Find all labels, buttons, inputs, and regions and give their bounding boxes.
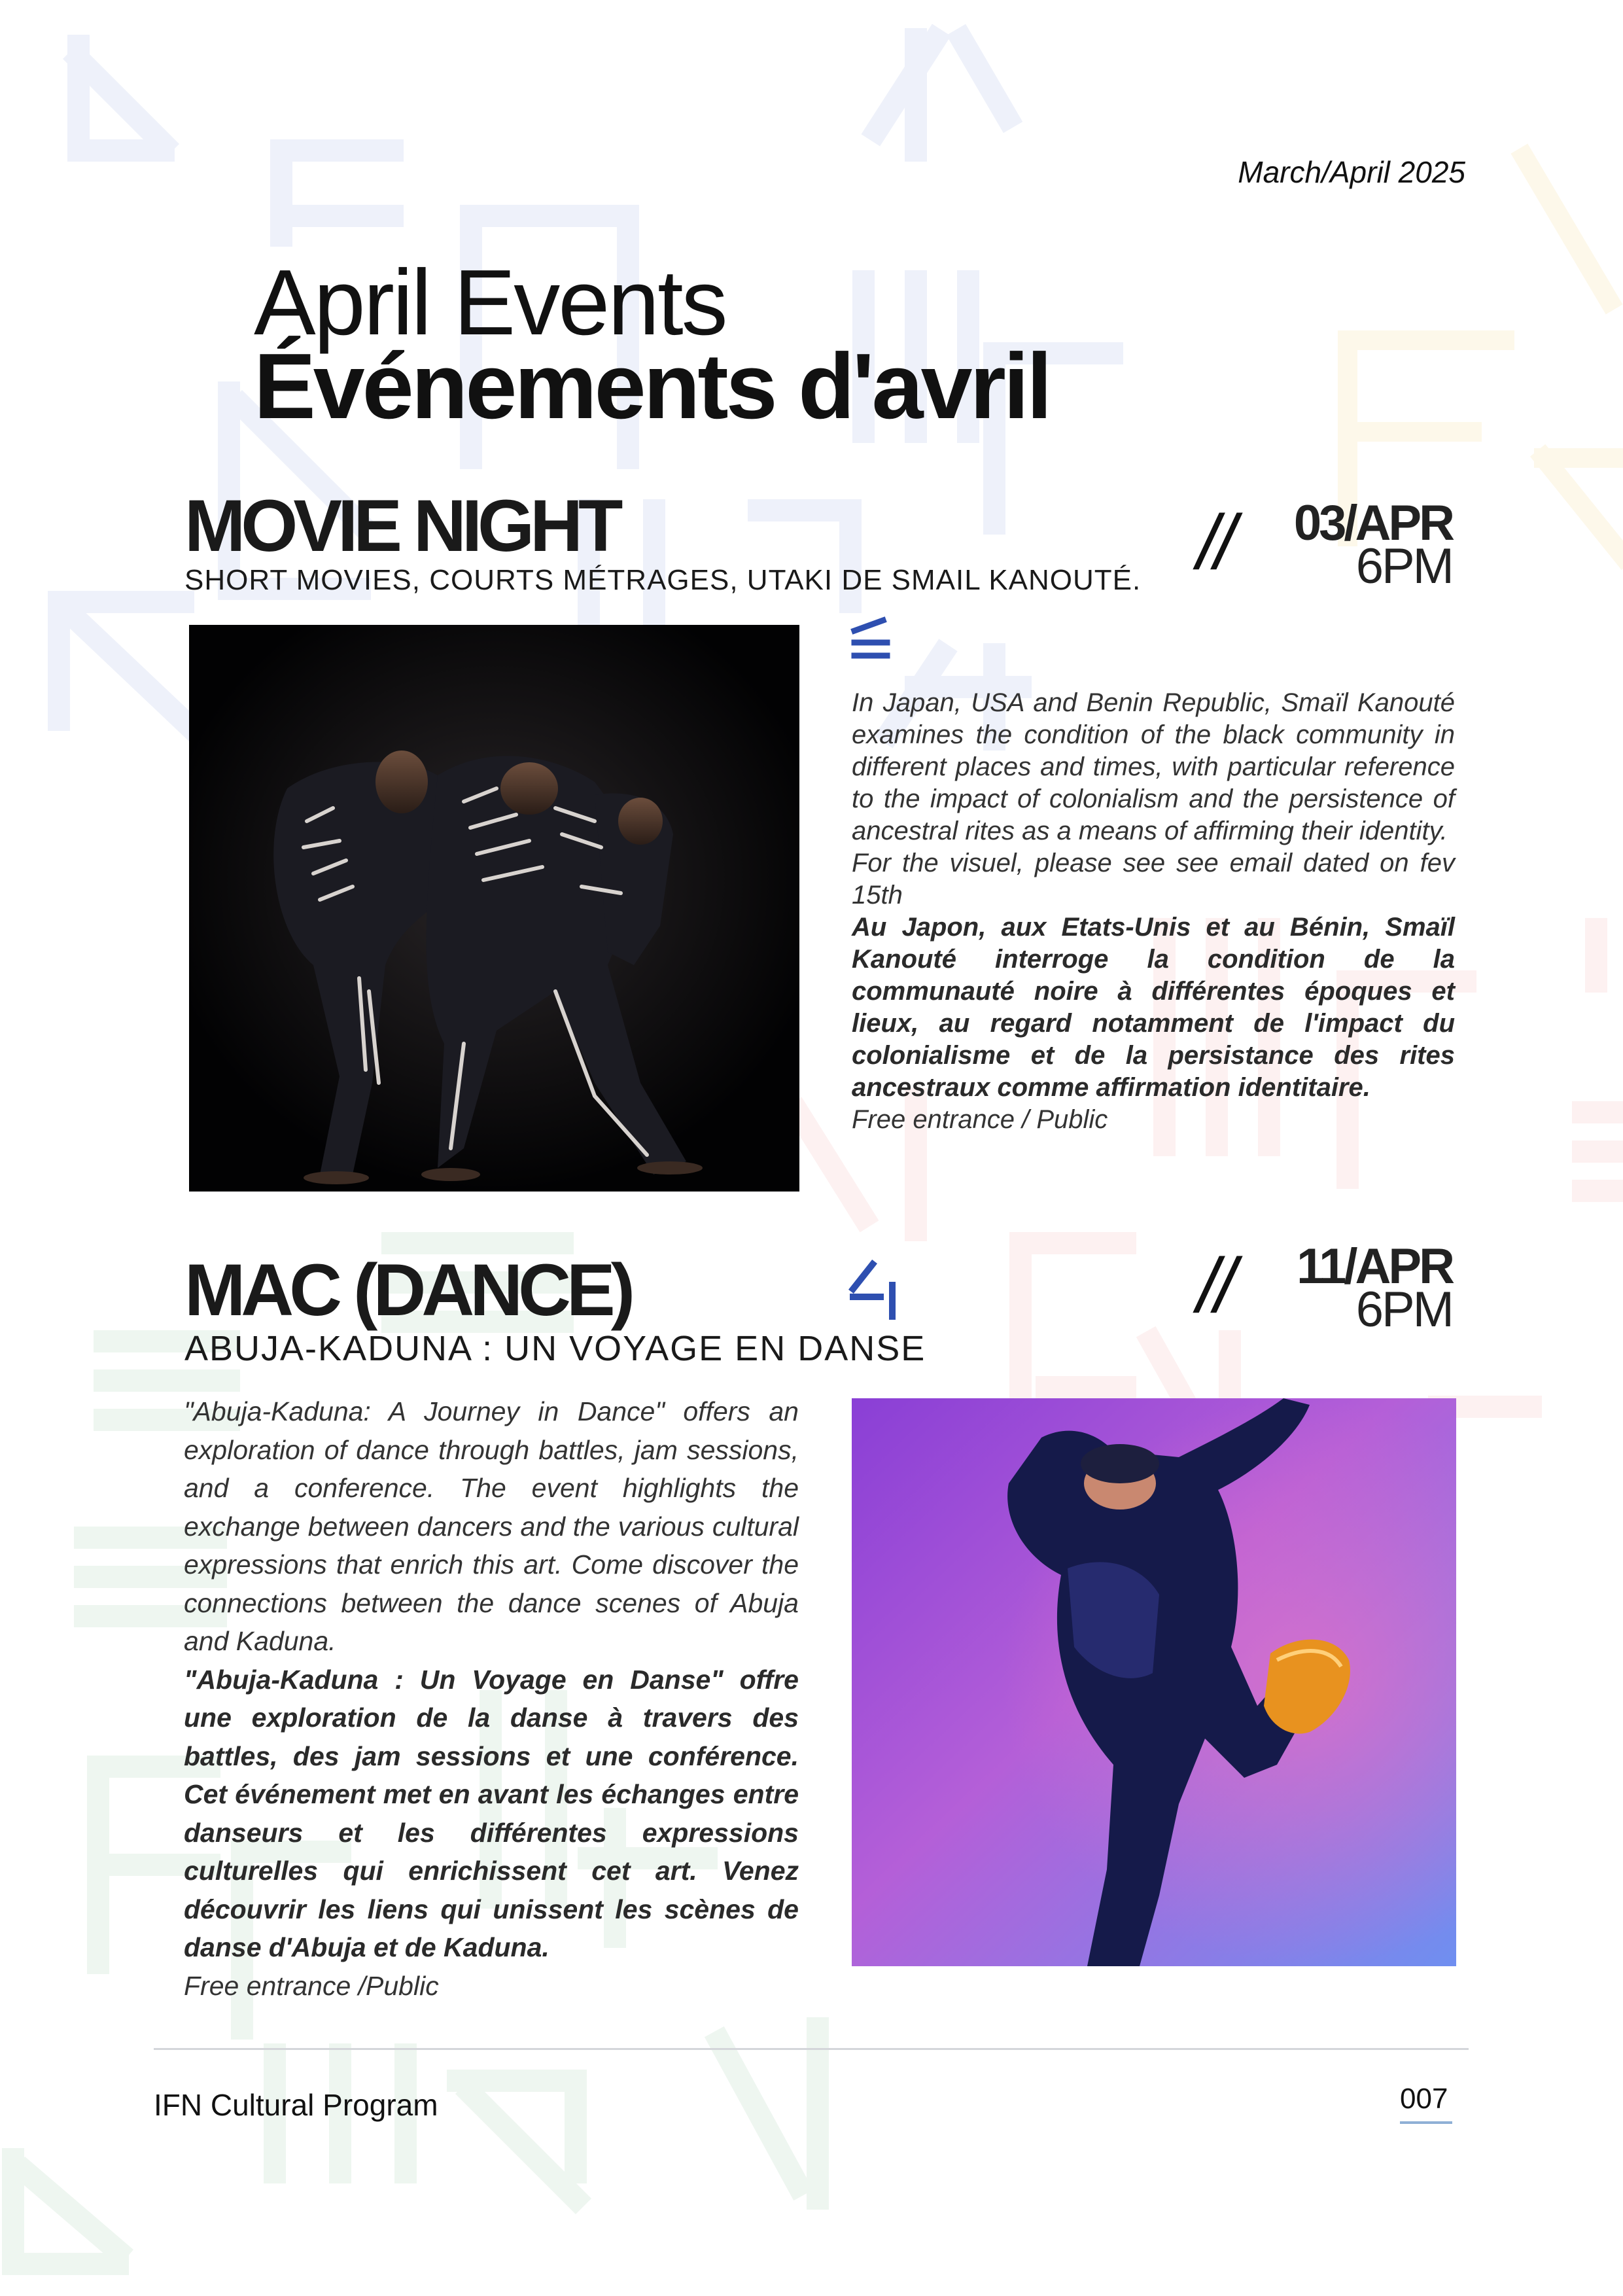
page-number-underline	[1400, 2121, 1452, 2124]
event-date: 11/APR	[1297, 1239, 1452, 1294]
page-title-french: Événements d'avril	[254, 334, 1050, 438]
event-title: MOVIE NIGHT	[184, 485, 619, 567]
footer-program-name: IFN Cultural Program	[154, 2088, 438, 2122]
event-description	[184, 1392, 799, 2005]
issue-date: March/April 2025	[1238, 155, 1465, 189]
accent-mark-icon	[849, 616, 901, 669]
event-description	[852, 687, 1455, 1136]
description-english: In Japan, USA and Benin Republic, Smaïl Kanouté examines the condition of the black community in different places and times, with particular reference to the impact of colonialism and the persistence of ancestral rites as a means of affirming their identity.	[852, 688, 1455, 845]
event-time: 6PM	[1355, 1282, 1452, 1337]
date-separator: //	[1197, 1243, 1232, 1329]
description-english: "Abuja-Kaduna: A Journey in Dance" offers an exploration of dance through battles, jam sessions, and a conference. The event highlights the exchange between dancers and the various cultural expressions that enrich this art. Come discover the connections between the dance scenes of Abuja and Kaduna.	[184, 1396, 799, 1656]
event-date: 03/APR	[1293, 495, 1452, 551]
description-french: "Abuja-Kaduna : Un Voyage en Danse" offre une exploration de la danse à travers des battles, des jam sessions et une conférence. Cet événement met en avant les échanges entre danseurs et les différentes expressions culturelles qui enrichissent cet art. Venez découvrir les liens qui unissent les scènes de danse d'Abuja et de Kaduna.	[184, 1664, 799, 1962]
event-photo-dance	[852, 1398, 1456, 1966]
event-title: MAC (DANCE)	[184, 1249, 631, 1331]
event-photo-movie-night	[189, 625, 799, 1192]
date-separator: //	[1197, 499, 1232, 586]
page-number: 007	[1400, 2083, 1448, 2115]
event-subtitle: ABUJA-KADUNA : UN VOYAGE EN DANSE	[184, 1329, 926, 1368]
footer-divider	[154, 2048, 1469, 2050]
entrance-info: Free entrance / Public	[852, 1105, 1108, 1134]
visual-note: For the visuel, please see see email dated on fev 15th	[852, 849, 1455, 910]
accent-mark-icon	[844, 1256, 909, 1322]
page-title-english: April Events	[254, 251, 726, 355]
event-subtitle: SHORT MOVIES, COURTS MÉTRAGES, UTAKI DE SMAIL KANOUTÉ.	[184, 564, 1142, 596]
event-time: 6PM	[1355, 539, 1452, 594]
description-french: Au Japon, aux Etats-Unis et au Bénin, Smaïl Kanouté interroge la condition de la communauté noire à différentes époques et lieux, au regard notamment de l'impact du colonialisme et de la persistance des rites ancestraux comme affirmation identitaire.	[852, 913, 1455, 1102]
entrance-info: Free entrance /Public	[184, 1970, 439, 2001]
